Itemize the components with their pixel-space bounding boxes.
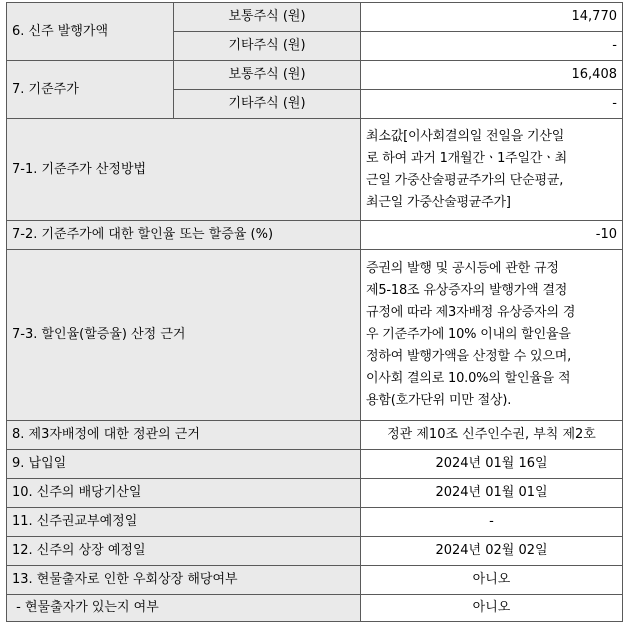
table-row: [7, 595, 623, 622]
disclosure-table: [6, 2, 623, 622]
base-price-method-text: [361, 119, 623, 221]
discount-basis-label: 7-3. 할인율(할증율) 산정 근거: [7, 250, 361, 421]
base-price-method-line: 근일 가중산술평균주가의 단순평균,: [366, 172, 564, 188]
table-row: [7, 479, 623, 508]
table-row: [7, 421, 623, 450]
table-row: [7, 508, 623, 537]
payment-date-label: 9. 납입일: [7, 450, 361, 479]
certificate-date-value: -: [361, 508, 623, 537]
discount-basis-line: 용함(호가단위 미만 절상).: [366, 393, 512, 408]
base-price-other-label: 기타주식 (원): [174, 90, 361, 119]
discount-basis-line: 정하여 발행가액을 산정할 수 있으며,: [366, 349, 572, 364]
table-row: [7, 61, 623, 90]
table-row: [7, 250, 623, 421]
issue-price-other-label: 기타주식 (원): [174, 32, 361, 61]
listing-date-label: 12. 신주의 상장 예정일: [7, 537, 361, 566]
base-price-common-label: 보통주식 (원): [174, 61, 361, 90]
discount-basis-text: [361, 250, 623, 421]
discount-basis-line: 규정에 따라 제3자배정 유상증자의 경: [366, 305, 576, 320]
issue-price-common-label: 보통주식 (원): [174, 3, 361, 32]
base-price-method-line: 최소값[이사회결의일 전일을 기산일: [366, 128, 565, 144]
discount-rate-label: 7-2. 기준주가에 대한 할인율 또는 할증율 (%): [7, 221, 361, 250]
articles-basis-value: 정관 제10조 신주인수권, 부칙 제2호: [361, 421, 623, 450]
listing-date-value: 2024년 02월 02일: [361, 537, 623, 566]
base-price-method-line: 최근일 가중산술평균주가]: [366, 194, 511, 210]
base-price-method-line: 로 하여 과거 1개월간ㆍ1주일간ㆍ최: [366, 150, 567, 166]
discount-basis-line: 증권의 발행 및 공시등에 관한 규정: [366, 261, 559, 276]
table-row: [7, 537, 623, 566]
discount-basis-line: 우 기준주가에 10% 이내의 할인율을: [366, 327, 571, 342]
base-price-label: 7. 기준주가: [7, 61, 174, 119]
in-kind-contribution-value: 아니오: [361, 595, 623, 622]
payment-date-value: 2024년 01월 16일: [361, 450, 623, 479]
backdoor-listing-label: 13. 현물출자로 인한 우회상장 해당여부: [7, 566, 361, 595]
discount-rate-value: -10: [361, 221, 623, 250]
issue-price-common-value: 14,770: [361, 3, 623, 32]
table-row: [7, 119, 623, 221]
table-row: [7, 221, 623, 250]
backdoor-listing-value: 아니오: [361, 566, 623, 595]
base-price-method-label: 7-1. 기준주가 산정방법: [7, 119, 361, 221]
base-price-common-value: 16,408: [361, 61, 623, 90]
discount-basis-line: 제5-18조 유상증자의 발행가액 결정: [366, 283, 568, 298]
table-row: [7, 3, 623, 32]
dividend-date-label: 10. 신주의 배당기산일: [7, 479, 361, 508]
base-price-other-value: -: [361, 90, 623, 119]
in-kind-contribution-label: - 현물출자가 있는지 여부: [7, 595, 361, 622]
issue-price-label: 6. 신주 발행가액: [7, 3, 174, 61]
dividend-date-value: 2024년 01월 01일: [361, 479, 623, 508]
issue-price-other-value: -: [361, 32, 623, 61]
articles-basis-label: 8. 제3자배정에 대한 정관의 근거: [7, 421, 361, 450]
discount-basis-line: 이사회 결의로 10.0%의 할인율을 적: [366, 371, 571, 386]
table-row: [7, 566, 623, 595]
table-row: [7, 450, 623, 479]
certificate-date-label: 11. 신주권교부예정일: [7, 508, 361, 537]
